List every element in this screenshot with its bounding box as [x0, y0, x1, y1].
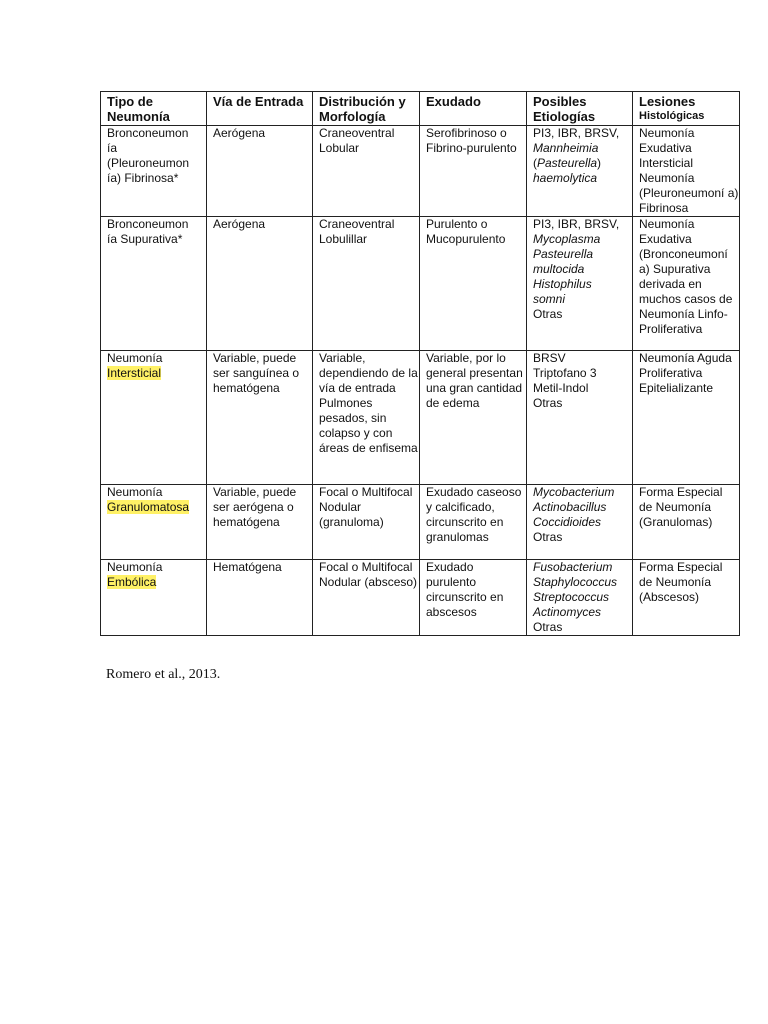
cell-etiologias: [527, 126, 633, 217]
cell-tipo: [101, 485, 207, 560]
tipo-line: (Pleuroneumon: [107, 156, 190, 170]
paren-close: ): [597, 156, 602, 170]
etiologia-item: haemolytica: [533, 171, 598, 185]
etiologia-item: Actinomyces: [533, 605, 602, 619]
cell-tipo: [101, 126, 207, 217]
tipo-line: ía Supurativa*: [107, 232, 183, 246]
table-row: [101, 217, 740, 351]
etiologia-item: Mycoplasma: [533, 232, 601, 246]
header-histologicas-label: Histológicas: [639, 110, 705, 122]
cell-exudado: Exudado purulento circunscrito en abscesos: [420, 560, 527, 636]
cell-distribucion: Focal o Multifocal Nodular (absceso): [313, 560, 420, 636]
etiologia-item: somni: [533, 292, 566, 306]
cell-lesiones: Forma Especial de Neumonía (Abscesos): [633, 560, 740, 636]
cell-exudado: Variable, por lo general presentan una gran cantidad de edema: [420, 351, 527, 485]
cell-lesiones: Neumonía Exudativa Intersticial Neumonía (Pleuroneumoní a) Fibrinosa: [633, 126, 740, 217]
header-distribucion: Distribución y Morfología: [313, 92, 420, 126]
cell-via: Hematógena: [207, 560, 313, 636]
cell-lesiones: Neumonía Exudativa (Bronconeumoní a) Supurativa derivada en muchos casos de Neumonía Linfo-Proliferativa: [633, 217, 740, 351]
pneumonia-table: [100, 91, 740, 636]
cell-tipo: [101, 351, 207, 485]
etiologia-item: Mycobacterium: [533, 485, 615, 499]
etiologia-item: Triptofano 3: [533, 366, 597, 380]
tipo-line: Neumonía: [107, 351, 163, 365]
highlighted-term: Intersticial: [107, 366, 162, 380]
tipo-line: ía: [107, 141, 118, 155]
cell-etiologias: [527, 560, 633, 636]
cell-via: Aerógena: [207, 126, 313, 217]
cell-via: Variable, puede ser aerógena o hematógena: [207, 485, 313, 560]
etiologia-item: PI3, IBR, BRSV,: [533, 217, 620, 231]
etiologia-item: Otras: [533, 396, 563, 410]
table-row: [101, 126, 740, 217]
etiologia-item: Staphylococcus: [533, 575, 618, 589]
cell-distribucion: Craneoventral Lobular: [313, 126, 420, 217]
cell-distribucion: Focal o Multifocal Nodular (granuloma): [313, 485, 420, 560]
cell-via: Aerógena: [207, 217, 313, 351]
etiologia-item: Pasteurella: [533, 247, 594, 261]
cell-tipo: [101, 217, 207, 351]
etiologia-item: PI3, IBR, BRSV,: [533, 126, 620, 140]
table-row: [101, 485, 740, 560]
cell-etiologias: [527, 217, 633, 351]
table-row: [101, 560, 740, 636]
etiologia-item: Mannheimia: [533, 141, 599, 155]
cell-distribucion: Variable, dependiendo de la vía de entrada Pulmones pesados, sin colapso y con áreas de enfisema: [313, 351, 420, 485]
tipo-line: Bronconeumon: [107, 126, 189, 140]
table-header-row: [101, 92, 740, 126]
cell-etiologias: [527, 485, 633, 560]
etiologia-item-compound: [533, 156, 632, 171]
cell-etiologias: [527, 351, 633, 485]
citation: Romero et al., 2013.: [106, 667, 221, 682]
etiologia-item: Otras: [533, 620, 563, 634]
cell-tipo: [101, 560, 207, 636]
highlighted-term: Granulomatosa: [107, 500, 190, 514]
etiologia-item: Streptococcus: [533, 590, 610, 604]
table-row: [101, 351, 740, 485]
paren-open: (: [533, 156, 537, 170]
header-exudado: Exudado: [420, 92, 527, 126]
tipo-line: Neumonía: [107, 485, 163, 499]
etiologia-item: Fusobacterium: [533, 560, 613, 574]
etiologia-item: Histophilus: [533, 277, 592, 291]
cell-exudado: Exudado caseoso y calcificado, circunscrito en granulomas: [420, 485, 527, 560]
highlighted-term: Embólica: [107, 575, 157, 589]
cell-distribucion: Craneoventral Lobulillar: [313, 217, 420, 351]
etiologia-item: Actinobacillus: [533, 500, 607, 514]
header-lesiones: [633, 92, 740, 126]
etiologia-item: Otras: [533, 307, 563, 321]
cell-via: Variable, puede ser sanguínea o hematógena: [207, 351, 313, 485]
etiologia-item: Otras: [533, 530, 563, 544]
etiologia-item: Pasteurella: [537, 156, 598, 170]
cell-lesiones: Neumonía Aguda Proliferativa Epitelializante: [633, 351, 740, 485]
tipo-line: ía) Fibrinosa*: [107, 171, 179, 185]
etiologia-item: Metil-Indol: [533, 381, 589, 395]
etiologia-item: multocida: [533, 262, 585, 276]
header-etiologias: Posibles Etiologías: [527, 92, 633, 126]
header-tipo: Tipo de Neumonía: [101, 92, 207, 126]
cell-lesiones: Forma Especial de Neumonía (Granulomas): [633, 485, 740, 560]
tipo-line: Neumonía: [107, 560, 163, 574]
header-via: Vía de Entrada: [207, 92, 313, 126]
tipo-line: Bronconeumon: [107, 217, 189, 231]
etiologia-item: Coccidioides: [533, 515, 602, 529]
header-lesiones-label: Lesiones: [639, 94, 696, 109]
cell-exudado: Purulento o Mucopurulento: [420, 217, 527, 351]
etiologia-item: BRSV: [533, 351, 566, 365]
cell-exudado: Serofibrinoso o Fibrino-purulento: [420, 126, 527, 217]
